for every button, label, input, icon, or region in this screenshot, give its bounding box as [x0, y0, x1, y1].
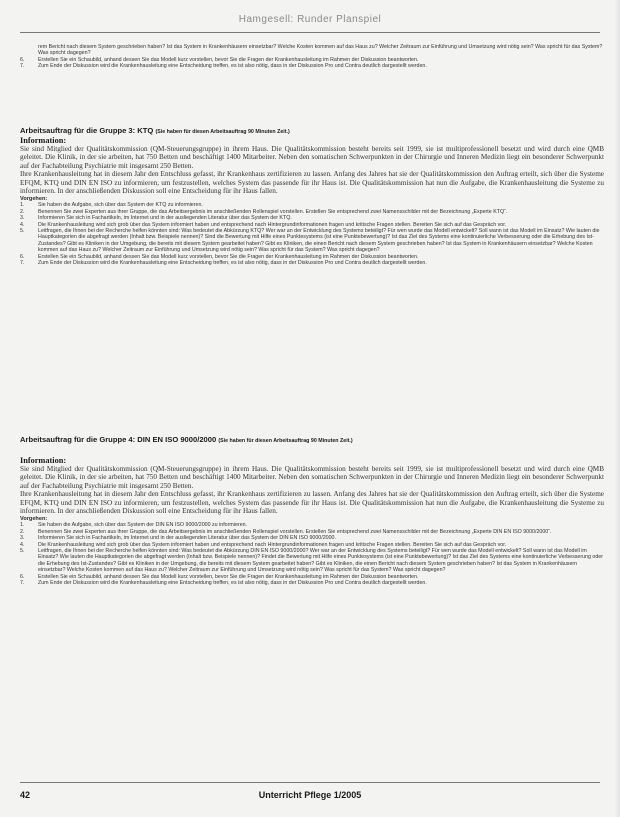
list-item: 1. Sie haben die Aufgabe, sich über das System der DIN EN ISO 9000/2000 zu informieren. [20, 522, 248, 529]
section-heading: Arbeitsauftrag für die Gruppe 4: DIN EN ISO 9000/2000 (Sie haben für diesen Arbeitsauftrag 90 Minuten Zeit.) [20, 435, 353, 444]
list-item: 4. Die Krankenhausleitung wird sich grob über das System informiert haben und entsprechend nach Hintergrundinformationen fragen und kritische Fragen stellen. Bereiten Sie sich auf das Gespräch vor. [20, 221, 507, 228]
task-list [20, 522, 604, 586]
list-item: 3. Informieren Sie sich in Fachartikeln, im Internet und in der ausliegenden Literatur über das System der DIN EN ISO 9000/2000. [20, 535, 336, 542]
list-item: 7. Zum Ende der Diskussion wird die Krankenhausleitung eine Entscheidung treffen, es ist also nötig, dass in der Diskussion Pro und Contra deutlich dargestellt werden. [20, 260, 427, 267]
page-edge-shadow [614, 0, 620, 817]
information-paragraph: Sie sind Mitglied der Qualitätskommission (QM-Steuerungsgruppe) in ihrem Haus. Die Qualitätskommission besteht bereits seit 1999, sie ist multiprofessionell besetzt und wird durch eine QMB geleitet. Die Klinik, in der sie arbeiten, hat 750 Betten und beschäftigt 1400 Mitarbeiter. Neben den somatischen Schwerpunkten in der Chirurgie und Inneren Medizin liegt ein besonderer Schwerpunkt auf der Fachabteilung Psychiatrie mit insgesamt 250 Betten. [20, 465, 604, 490]
list-item: 6. Erstellen Sie ein Schaubild, anhand dessen Sie das Modell kurz vorstellen, bevor Sie die Fragen der Krankenhausleitung im Rahmen der Diskussion beantworten. [20, 253, 419, 260]
list-item: rem Bericht nach diesem System geschrieben haben? Ist das System in Krankenhäusern einsetzbar? Welche Kosten kommen auf das Haus zu? Welcher Zeitraum zur Einführung und Umsetzung wird nötig sein? Was spricht für das System? Was spricht dagegen? [38, 44, 603, 57]
list-item: 3. Informieren Sie sich in Fachartikeln, im Internet und in der ausliegenden Literatur über das System der KTQ. [20, 215, 292, 222]
vorgehen-label: Vorgehen: [20, 516, 48, 523]
page-number: 42 [20, 790, 31, 800]
publication-footer: Unterricht Pflege 1/2005 [258, 790, 362, 800]
list-item: 6. Erstellen Sie ein Schaubild, anhand dessen Sie das Modell kurz vorstellen, bevor Sie die Fragen der Krankenhausleitung im Rahmen der Diskussion beantworten. [20, 573, 419, 580]
information-paragraph: Sie sind Mitglied der Qualitätskommission (QM-Steuerungsgruppe) in ihrem Haus. Die Qualitätskommission besteht bereits seit 1999, sie ist multiprofessionell besetzt und wird durch eine QMB geleitet. Die Klinik, in der sie arbeiten, hat 750 Betten und beschäftigt 1400 Mitarbeiter. Neben den somatischen Schwerpunkten in der Chirurgie und Inneren Medizin liegt ein besonderer Schwerpunkt auf der Fachabteilung Psychiatrie mit insgesamt 250 Betten. [20, 145, 604, 170]
running-header: Hamgesell: Runder Planspiel [238, 14, 382, 25]
list-item: 7. Zum Ende der Diskussion wird die Krankenhausleitung eine Entscheidung treffen, es ist also nötig, dass in der Diskussion Pro und Contra deutlich dargestellt werden. [20, 63, 427, 70]
list-item: 1. Sie haben die Aufgabe, sich über das System der KTQ zu informieren. [20, 202, 203, 209]
footer-rule [20, 782, 600, 783]
vorgehen-label: Vorgehen: [20, 196, 48, 203]
continued-list [20, 44, 604, 70]
section-group-4 [20, 435, 604, 587]
information-label: Information: [20, 136, 67, 145]
information-label: Information: [20, 456, 67, 465]
list-item: 4. Die Krankenhausleitung wird sich grob über das System informiert haben und entsprechend nach Hintergrundinformationen fragen und kritische Fragen stellen. Bereiten Sie sich auf das Gespräch vor. [20, 541, 507, 548]
header-rule [20, 32, 600, 33]
section-heading: Arbeitsauftrag für die Gruppe 3: KTQ (Sie haben für diesen Arbeitsauftrag 90 Minuten Zeit.) [20, 126, 290, 135]
list-item: 7. Zum Ende der Diskussion wird die Krankenhausleitung eine Entscheidung treffen, es ist also nötig, dass in der Diskussion Pro und Contra deutlich dargestellt werden. [20, 580, 427, 587]
list-item: 5. Leitfragen, die Ihnen bei der Recherche helfen könnten sind: Was bedeutet die Abkürzung DIN EN ISO 9000/2000? Wer war an der Entwicklung des Systems beteiligt? Für wen wurde das Modell entwickelt? Soll wann ist das Modell im Einsatz? Wie lauten die Hauptkategorien die abgefragt werden (Inhalt bzw. Beispiele nennen)? Findet die Bewertung mit Hilfe eines Punktesystems (ist eine Punktebewertung)? Ist das Ziel des Systems eine kontinuierliche Verbesserung oder die Erhebung des Ist-Zustandes? Gibt es Kliniken in der Umgebung, die bereits mit diesem System gearbeitet haben? Gibt es Kliniken, die einen Bericht nach diesem System geschrieben haben? Ist das System in Krankenhäusern einsetzbar? Welche Kosten kommen auf das Haus zu? Welcher Zeitraum zur Einführung und Umsetzung wird nötig sein? Was spricht für das System? Was spricht dagegen? [20, 548, 604, 574]
information-paragraph: Ihre Krankenhausleitung hat in diesem Jahr den Entschluss gefasst, ihr Krankenhaus zertifizieren zu lassen. Anfang des Jahres hat sie der Qualitätskommission den Auftrag erteilt, sich über die Systeme EFQM, KTQ und DIN EN ISO zu informieren, um festzustellen, welches System das passende für ihr Haus ist. Die Qualitätskommission hat nun die Aufgabe, die Krankenhausleitung die Systeme zu informieren. In der anschließenden Diskussion soll eine Entscheidung für ihr Haus fallen. [20, 490, 604, 516]
list-item: 5. Leitfragen, die Ihnen bei der Recherche helfen könnten sind: Was bedeutet die Abkürzung KTQ? Wer war an der Entwicklung des Systems beteiligt? Für wen wurde das Modell entwickelt? Soll wann ist das Modell im Einsatz? Wie lauten die Hauptkategorien die abgefragt werden (Inhalt bzw. Beispiele nennen)? Sind die Bewertung mit Hilfe eines Punktesystems (ist eine Punktebewertung)? Ist das Ziel des Systems eine kontinuierliche Verbesserung oder die Erhebung des Ist-Zustandes? Gibt es Kliniken in der Umgebung, die bereits mit diesem System gearbeitet haben? Gibt es Kliniken, die einen Bericht nach diesem System geschrieben haben? Ist das System in Krankenhäusern einsetzbar? Welche Kosten kommen auf das Haus zu? Welcher Zeitraum zur Einführung und Umsetzung wird nötig sein? Was spricht für das System? Was spricht dagegen? [20, 228, 600, 254]
list-item: 2. Benennen Sie zwei Experten aus ihrer Gruppe, die das Arbeitsergebnis im anschließenden Rollenspiel vorstellen. Erstellen Sie entsprechend zwei Namensschilder mit der Bezeichnung „Experte KTQ“. [20, 208, 508, 215]
section-group-3 [20, 126, 604, 267]
list-item: 2. Benennen Sie zwei Experten aus ihrer Gruppe, die das Arbeitsergebnis im anschließenden Rollenspiel vorstellen. Erstellen Sie entsprechend zwei Namensschilder mit der Bezeichnung „Experte DIN EN ISO 9000/2000“. [20, 528, 552, 535]
list-item: 6. Erstellen Sie ein Schaubild, anhand dessen Sie das Modell kurz vorstellen, bevor Sie die Fragen der Krankenhausleitung im Rahmen der Diskussion beantworten. [20, 56, 419, 63]
task-list [20, 202, 604, 266]
information-paragraph: Ihre Krankenhausleitung hat in diesem Jahr den Entschluss gefasst, ihr Krankenhaus zertifizieren zu lassen. Anfang des Jahres hat sie der Qualitätskommission den Auftrag erteilt, sich über die Systeme EFQM, KTQ und DIN EN ISO zu informieren, um festzustellen, welches System das passende für ihr Haus ist. Die Qualitätskommission hat nun die Aufgabe, die Krankenhausleitung die Systeme zu informieren. In der anschließenden Diskussion soll eine Entscheidung für ihr Haus fallen. [20, 170, 604, 196]
